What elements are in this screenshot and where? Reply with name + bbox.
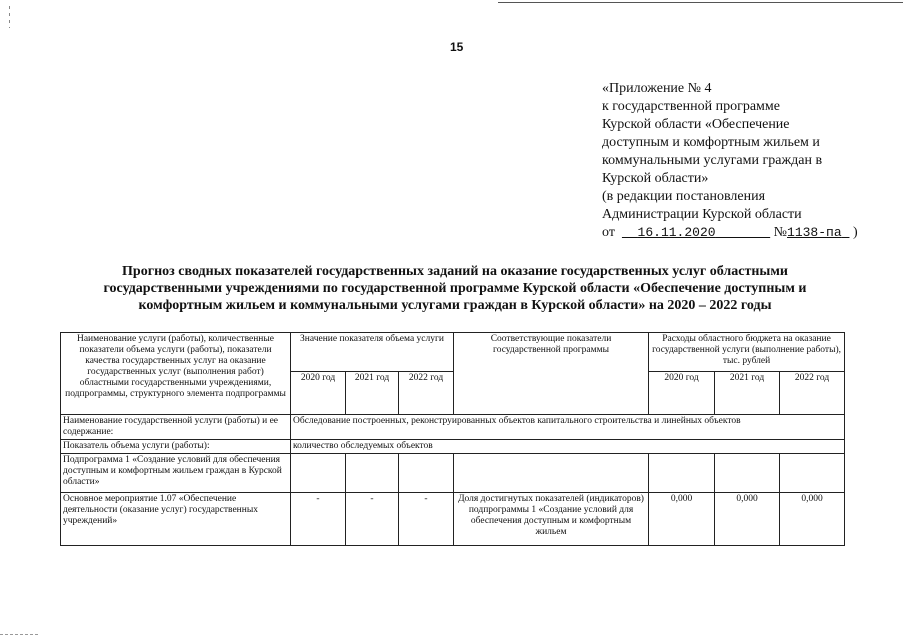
page-number: 15	[450, 40, 464, 54]
appendix-block	[602, 80, 902, 242]
service-name-row	[61, 415, 845, 440]
header-year: 2020 год	[291, 372, 346, 415]
budget-2020: 0,000	[649, 493, 715, 546]
main-activity-label: Основное мероприятие 1.07 «Обеспечение деятельности (оказание услуг) государственных учреждений»	[61, 493, 291, 546]
volume-2022: -	[399, 493, 454, 546]
appendix-line: (в редакции постановления	[602, 189, 766, 204]
service-label: Наименование государственной услуги (работы) и ее содержание:	[61, 415, 291, 440]
volume-2021: -	[346, 493, 399, 546]
bottom-margin-mark	[0, 634, 40, 635]
header-year: 2022 год	[399, 372, 454, 415]
closing-paren: )	[852, 225, 858, 240]
appendix-line: коммунальными услугами граждан в	[602, 153, 823, 168]
subprogram-row	[61, 454, 845, 493]
appendix-line: к государственной программе	[602, 99, 780, 114]
resolution-number: 1138-па	[787, 225, 842, 240]
top-rule	[498, 2, 903, 3]
document-title	[60, 263, 850, 314]
appendix-line: Администрации Курской области	[602, 207, 802, 222]
service-value: Обследование построенных, реконструированных объектов капитального строительства и линейных объектов	[291, 415, 845, 440]
volume-2020: -	[291, 493, 346, 546]
appendix-line: «Приложение № 4	[602, 81, 712, 96]
appendix-line: доступным и комфортным жильем и	[602, 135, 820, 150]
forecast-table	[60, 332, 845, 546]
title-line: государственными учреждениями по государственной программе Курской области «Обеспечение доступным и	[103, 281, 807, 296]
number-label: №	[773, 225, 788, 240]
resolution-date: 16.11.2020	[637, 225, 716, 240]
appendix-line: Курской области «Обеспечение	[602, 117, 790, 132]
program-indicator: Доля достигнутых показателей (индикаторов) подпрограммы 1 «Создание условий для обеспечения доступным и комфортным жильем	[454, 493, 649, 546]
header-row	[61, 333, 845, 372]
header-year: 2021 год	[715, 372, 780, 415]
budget-2022: 0,000	[780, 493, 845, 546]
appendix-line: Курской области»	[602, 171, 709, 186]
header-year: 2021 год	[346, 372, 399, 415]
header-budget-group: Расходы областного бюджета на оказание государственной услуги (выполнение работы), тыс. рублей	[649, 333, 845, 372]
header-indicators: Соответствующие показатели государственной программы	[454, 333, 649, 415]
main-activity-row	[61, 493, 845, 546]
title-line: комфортным жильем и коммунальными услугами граждан в Курской области» на 2020 – 2022 годы	[138, 298, 772, 313]
title-line: Прогноз сводных показателей государственных заданий на оказание государственных услуг областными	[122, 264, 788, 279]
left-margin-marks	[9, 6, 10, 28]
subprogram-label: Подпрограмма 1 «Создание условий для обеспечения доступным и комфортным жильем граждан в Курской области»	[61, 454, 291, 493]
budget-2021: 0,000	[715, 493, 780, 546]
header-year: 2022 год	[780, 372, 845, 415]
appendix-date-line	[602, 224, 902, 242]
header-service-name: Наименование услуги (работы), количественные показатели объема услуги (работы), показатели качества государственных услуг на оказание государственных услуг (выполнения работ) областными государственными учреждениями, подпрограммы, структурного элемента подпрограммы	[61, 333, 291, 415]
volume-indicator-row	[61, 440, 845, 454]
header-volume-group: Значение показателя объема услуги	[291, 333, 454, 372]
from-label: от	[602, 225, 615, 240]
volume-indicator-value: количество обследуемых объектов	[291, 440, 845, 454]
volume-indicator-label: Показатель объема услуги (работы):	[61, 440, 291, 454]
header-year: 2020 год	[649, 372, 715, 415]
